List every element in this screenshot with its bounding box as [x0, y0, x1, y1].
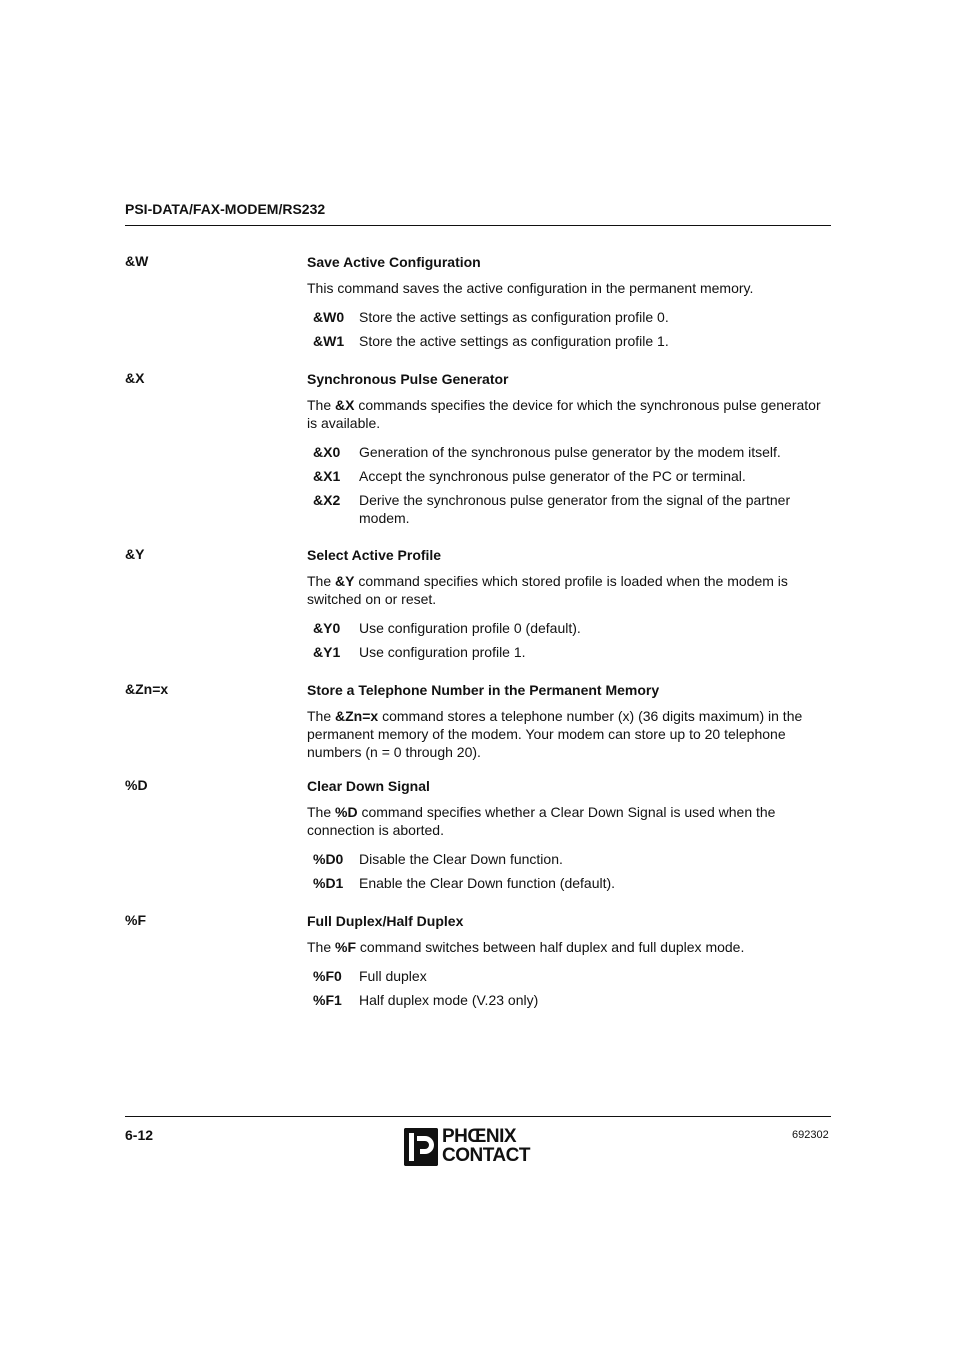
option-row: [307, 874, 831, 892]
option-text: Disable the Clear Down function.: [359, 851, 563, 867]
command-name: %F: [125, 912, 146, 928]
option-row: [307, 850, 831, 868]
option-row: [307, 308, 831, 326]
option-code: %F0: [313, 968, 342, 984]
option-list: [307, 850, 831, 892]
option-text: Accept the synchronous pulse generator of the PC or terminal.: [359, 468, 746, 484]
command-description: The &Zn=x command stores a telephone number (x) (36 digits maximum) in the permanent memory of the modem. Your modem can store up to 20 telephone numbers (n = 0 through 20).: [307, 708, 803, 760]
command-title: Clear Down Signal: [307, 778, 430, 794]
option-row: [307, 967, 831, 985]
header-divider: [125, 225, 831, 226]
logo-mark-icon: [404, 1128, 438, 1166]
option-row: [307, 643, 831, 661]
option-code: %D1: [313, 875, 344, 891]
option-code: &X0: [313, 444, 341, 460]
page-number: 6-12: [125, 1127, 154, 1143]
option-list: [307, 967, 831, 1009]
command-title: Store a Telephone Number in the Permanent Memory: [307, 682, 660, 698]
option-text: Full duplex: [359, 968, 427, 984]
command-body: [307, 912, 831, 1015]
option-row: [307, 467, 831, 485]
command-description: This command saves the active configuration in the permanent memory.: [307, 280, 754, 296]
option-text: Half duplex mode (V.23 only): [359, 992, 539, 1008]
option-code: &X2: [313, 492, 341, 508]
option-text: Enable the Clear Down function (default).: [359, 875, 616, 891]
option-text: Store the active settings as configuration profile 0.: [359, 309, 669, 325]
command-body: [307, 681, 831, 761]
command-description: The &Y command specifies which stored profile is loaded when the modem is switched on or reset.: [307, 573, 788, 607]
option-row: [307, 619, 831, 637]
option-code: &Y1: [313, 644, 341, 660]
option-text: Use configuration profile 1.: [359, 644, 526, 660]
command-description: The &X commands specifies the device for which the synchronous pulse generator is available.: [307, 397, 821, 431]
footer-divider: [125, 1116, 831, 1117]
command-body: [307, 546, 831, 667]
option-row: [307, 991, 831, 1009]
option-text: Store the active settings as configuration profile 1.: [359, 333, 669, 349]
option-list: [307, 619, 831, 661]
option-list: [307, 308, 831, 350]
command-body: [307, 777, 831, 898]
command-name: &X: [125, 370, 145, 386]
command-body: [307, 253, 831, 356]
option-row: [307, 332, 831, 350]
command-name: %D: [125, 777, 148, 793]
option-row: [307, 443, 831, 461]
option-row: [307, 491, 831, 527]
command-description: The %D command specifies whether a Clear Down Signal is used when the connection is aborted.: [307, 804, 776, 838]
command-title: Full Duplex/Half Duplex: [307, 913, 464, 929]
option-code: &Y0: [313, 620, 341, 636]
option-list: [307, 443, 831, 527]
logo-text: PHŒNIX CONTACT: [442, 1126, 530, 1166]
phoenix-contact-logo: [404, 1128, 552, 1168]
option-code: &X1: [313, 468, 341, 484]
option-code: %F1: [313, 992, 342, 1008]
command-description: The %F command switches between half duplex and full duplex mode.: [307, 939, 745, 955]
command-title: Synchronous Pulse Generator: [307, 371, 509, 387]
command-name: &W: [125, 253, 149, 269]
command-name: &Zn=x: [125, 681, 169, 697]
option-text: Use configuration profile 0 (default).: [359, 620, 581, 636]
option-code: %D0: [313, 851, 344, 867]
option-code: &W0: [313, 309, 345, 325]
option-text: Generation of the synchronous pulse generator by the modem itself.: [359, 444, 781, 460]
option-code: &W1: [313, 333, 345, 349]
command-title: Save Active Configuration: [307, 254, 481, 270]
document-number: 692302: [792, 1129, 829, 1141]
command-name: &Y: [125, 546, 145, 562]
command-body: [307, 370, 831, 533]
option-text: Derive the synchronous pulse generator from the signal of the partner modem.: [359, 492, 791, 526]
header-title: PSI-DATA/FAX-MODEM/RS232: [125, 201, 326, 217]
command-title: Select Active Profile: [307, 547, 442, 563]
